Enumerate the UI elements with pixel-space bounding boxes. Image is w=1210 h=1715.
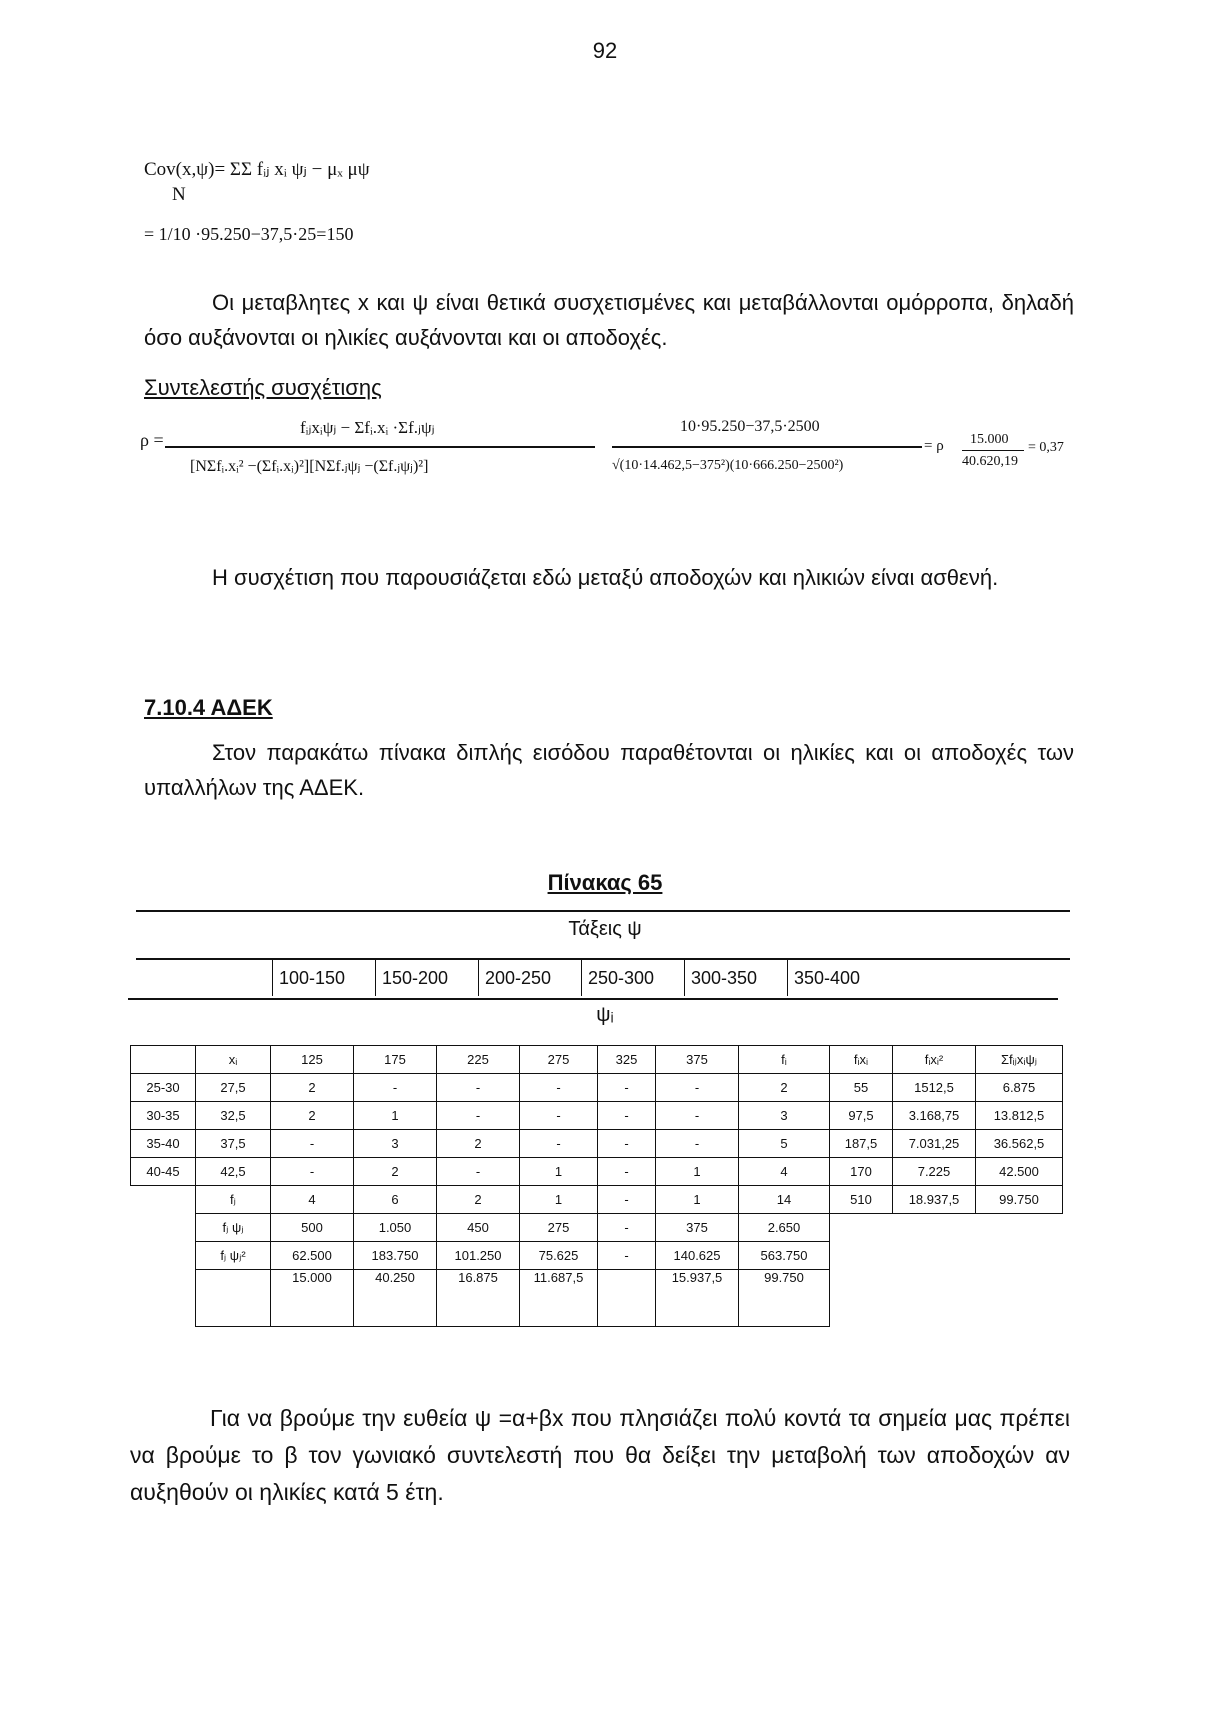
rho-eq: = ρ	[924, 438, 944, 454]
table-cell: 510	[830, 1186, 893, 1214]
table-cell	[598, 1270, 656, 1327]
cov-denominator: N	[172, 184, 186, 205]
header-cell: 325	[598, 1046, 656, 1074]
table-cell: 13.812,5	[976, 1102, 1063, 1130]
header-cell: 125	[271, 1046, 354, 1074]
subsection-heading: 7.10.4 ΑΔΕΚ	[144, 695, 273, 720]
table-cell: -	[520, 1074, 598, 1102]
table-cell	[976, 1270, 1063, 1327]
table-cell: 4	[739, 1158, 830, 1186]
class-cell: 150-200	[376, 960, 479, 996]
table-row	[131, 1270, 1063, 1327]
classes-bottom-rule	[128, 998, 1058, 1000]
header-cell: xᵢ	[196, 1046, 271, 1074]
classes-label: Τάξεις ψ	[568, 918, 642, 940]
rho-result: = 0,37	[1028, 440, 1064, 455]
table-cell	[893, 1242, 976, 1270]
table-cell: 18.937,5	[893, 1186, 976, 1214]
table-cell: 97,5	[830, 1102, 893, 1130]
table-cell: 1	[520, 1186, 598, 1214]
rho-frac-bar	[962, 450, 1024, 451]
table-cell: 2	[437, 1130, 520, 1158]
table-cell: 450	[437, 1214, 520, 1242]
table-cell: 2	[354, 1158, 437, 1186]
header-cell: 175	[354, 1046, 437, 1074]
paragraph-adek: Στον παρακάτω πίνακα διπλής εισόδου παραθέτονται οι ηλικίες και οι αποδοχές των υπαλλήλων της ΑΔΕΚ.	[144, 740, 1074, 801]
table-cell	[976, 1214, 1063, 1242]
table-cell: -	[271, 1158, 354, 1186]
table-cell: -	[437, 1074, 520, 1102]
table-cell: 500	[271, 1214, 354, 1242]
table-cell: 375	[656, 1214, 739, 1242]
header-cell: fᵢxᵢ	[830, 1046, 893, 1074]
table-cell: -	[598, 1158, 656, 1186]
table-cell	[131, 1186, 196, 1214]
table-cell: -	[598, 1130, 656, 1158]
rho-fraction-bar	[165, 446, 595, 448]
table-cell	[893, 1214, 976, 1242]
table-top-rule	[136, 910, 1070, 912]
table-cell: 42.500	[976, 1158, 1063, 1186]
table-row	[131, 1242, 1063, 1270]
cov-expression: Cov(x,ψ)= ΣΣ fᵢⱼ xᵢ ψⱼ − μₓ μψ	[144, 159, 370, 180]
cov-formula-line1	[144, 158, 370, 181]
table-cell: -	[437, 1158, 520, 1186]
table-row	[131, 1158, 1063, 1186]
table-title: Πίνακας 65	[547, 870, 663, 895]
header-cell: 225	[437, 1046, 520, 1074]
table-cell	[830, 1270, 893, 1327]
table-cell: -	[598, 1186, 656, 1214]
table-cell: 101.250	[437, 1242, 520, 1270]
psi-label: ψᵢ	[596, 1004, 614, 1026]
table-cell: -	[520, 1130, 598, 1158]
table-cell: 62.500	[271, 1242, 354, 1270]
table-cell: 99.750	[739, 1270, 830, 1327]
table-cell: 99.750	[976, 1186, 1063, 1214]
table-cell: 2	[271, 1102, 354, 1130]
table-cell: -	[598, 1242, 656, 1270]
table-cell: 11.687,5	[520, 1270, 598, 1327]
rho-frac-num: 15.000	[970, 432, 1009, 447]
header-cell: fᵢxᵢ²	[893, 1046, 976, 1074]
table-cell: -	[354, 1074, 437, 1102]
table-cell: 55	[830, 1074, 893, 1102]
header-cell: 375	[656, 1046, 739, 1074]
rho-den-value: √(10·14.462,5−375²)(10·666.250−2500²)	[612, 458, 844, 473]
table-row	[131, 1130, 1063, 1158]
rho-denominator: [NΣfᵢ.xᵢ² −(Σfᵢ.xᵢ)²][NΣf.ⱼψⱼ −(Σf.ⱼψⱼ)²]	[190, 458, 429, 475]
table-cell: 25-30	[131, 1074, 196, 1102]
table-cell: 15.937,5	[656, 1270, 739, 1327]
table-cell: fⱼ	[196, 1186, 271, 1214]
class-cell: 100-150	[273, 960, 376, 996]
table-cell: 1	[656, 1158, 739, 1186]
page-number: 92	[592, 38, 618, 63]
paragraph-covariance: Οι μεταβλητες x και ψ είναι θετικά συσχετισμένες και μεταβάλλονται ομόρροπα, δηλαδή όσο αυξάνονται οι ηλικίες αυξάνονται και οι αποδοχές.	[144, 290, 1074, 351]
table-cell	[131, 1214, 196, 1242]
table-cell: 563.750	[739, 1242, 830, 1270]
table-cell: -	[598, 1102, 656, 1130]
table-cell: 30-35	[131, 1102, 196, 1130]
table-header-row	[131, 1046, 1063, 1074]
table-cell: 183.750	[354, 1242, 437, 1270]
header-cell: fᵢ	[739, 1046, 830, 1074]
table-cell: 7.225	[893, 1158, 976, 1186]
rho-value-bar	[612, 446, 922, 448]
rho-frac-den: 40.620,19	[962, 454, 1018, 469]
table-cell: 140.625	[656, 1242, 739, 1270]
rho-symbol: ρ =	[140, 430, 164, 450]
table-cell: 1	[656, 1186, 739, 1214]
table-cell: -	[271, 1130, 354, 1158]
table-cell: -	[520, 1102, 598, 1130]
table-cell: -	[598, 1074, 656, 1102]
class-cell: 250-300	[582, 960, 685, 996]
table-cell	[131, 1242, 196, 1270]
table-cell: 2	[437, 1186, 520, 1214]
table-cell: 6.875	[976, 1074, 1063, 1102]
table-cell: 1512,5	[893, 1074, 976, 1102]
rho-num-value: 10·95.250−37,5·2500	[680, 418, 820, 435]
rho-numerator: fᵢⱼxᵢψⱼ − Σfᵢ.xᵢ ·Σf.ⱼψⱼ	[300, 418, 435, 437]
table-cell	[196, 1270, 271, 1327]
table-cell: 32,5	[196, 1102, 271, 1130]
table-cell	[131, 1270, 196, 1327]
section-heading: Συντελεστής συσχέτισης	[144, 375, 382, 400]
table-cell: 6	[354, 1186, 437, 1214]
table-cell: -	[656, 1102, 739, 1130]
table-cell: 3	[739, 1102, 830, 1130]
table-cell: 7.031,25	[893, 1130, 976, 1158]
table-cell: 3	[354, 1130, 437, 1158]
table-cell: 275	[520, 1214, 598, 1242]
class-cell: 200-250	[479, 960, 582, 996]
table-cell: 36.562,5	[976, 1130, 1063, 1158]
table-row	[131, 1102, 1063, 1130]
table-cell: 187,5	[830, 1130, 893, 1158]
table-cell: 27,5	[196, 1074, 271, 1102]
table-cell: 40-45	[131, 1158, 196, 1186]
table-cell: -	[598, 1214, 656, 1242]
table-cell: 1	[354, 1102, 437, 1130]
table-cell: 170	[830, 1158, 893, 1186]
class-cell: 350-400	[794, 968, 861, 988]
table-cell: 2	[271, 1074, 354, 1102]
table-cell: -	[437, 1102, 520, 1130]
table-cell: 1.050	[354, 1214, 437, 1242]
table-cell: 40.250	[354, 1270, 437, 1327]
header-cell: 275	[520, 1046, 598, 1074]
table-cell: 42,5	[196, 1158, 271, 1186]
table-cell: 75.625	[520, 1242, 598, 1270]
table-cell: 35-40	[131, 1130, 196, 1158]
paragraph-correlation: Η συσχέτιση που παρουσιάζεται εδώ μεταξύ αποδοχών και ηλικιών είναι ασθενή.	[212, 565, 999, 590]
table-row	[131, 1186, 1063, 1214]
table-cell: 2	[739, 1074, 830, 1102]
table-cell: fⱼ ψⱼ	[196, 1214, 271, 1242]
table-cell	[976, 1242, 1063, 1270]
table-cell: 15.000	[271, 1270, 354, 1327]
table-cell: -	[656, 1074, 739, 1102]
classes-row	[272, 960, 890, 996]
table-cell: 2.650	[739, 1214, 830, 1242]
table-cell: 14	[739, 1186, 830, 1214]
header-cell	[131, 1046, 196, 1074]
frequency-table	[130, 1045, 1063, 1327]
cov-formula-line2: = 1/10 ·95.250−37,5·25=150	[144, 224, 354, 244]
table-cell: 5	[739, 1130, 830, 1158]
header-cell: Σfᵢⱼxᵢψⱼ	[976, 1046, 1063, 1074]
table-cell	[830, 1242, 893, 1270]
table-row	[131, 1074, 1063, 1102]
table-cell	[893, 1270, 976, 1327]
table-cell: 37,5	[196, 1130, 271, 1158]
table-row	[131, 1214, 1063, 1242]
table-cell: -	[656, 1130, 739, 1158]
table-cell: 16.875	[437, 1270, 520, 1327]
table-cell: 1	[520, 1158, 598, 1186]
paragraph-regression: Για να βρούμε την ευθεία ψ =α+βx που πλησιάζει πολύ κοντά τα σημεία μας πρέπει να βρούμε το β τον γωνιακό συντελεστή που θα δείξει την μεταβολή των αποδοχών αν αυξηθούν οι ηλικίες κατά 5 έτη.	[130, 1405, 1070, 1505]
class-cell: 300-350	[685, 960, 788, 996]
table-cell: 4	[271, 1186, 354, 1214]
table-cell: fⱼ ψⱼ²	[196, 1242, 271, 1270]
table-cell	[830, 1214, 893, 1242]
table-cell: 3.168,75	[893, 1102, 976, 1130]
